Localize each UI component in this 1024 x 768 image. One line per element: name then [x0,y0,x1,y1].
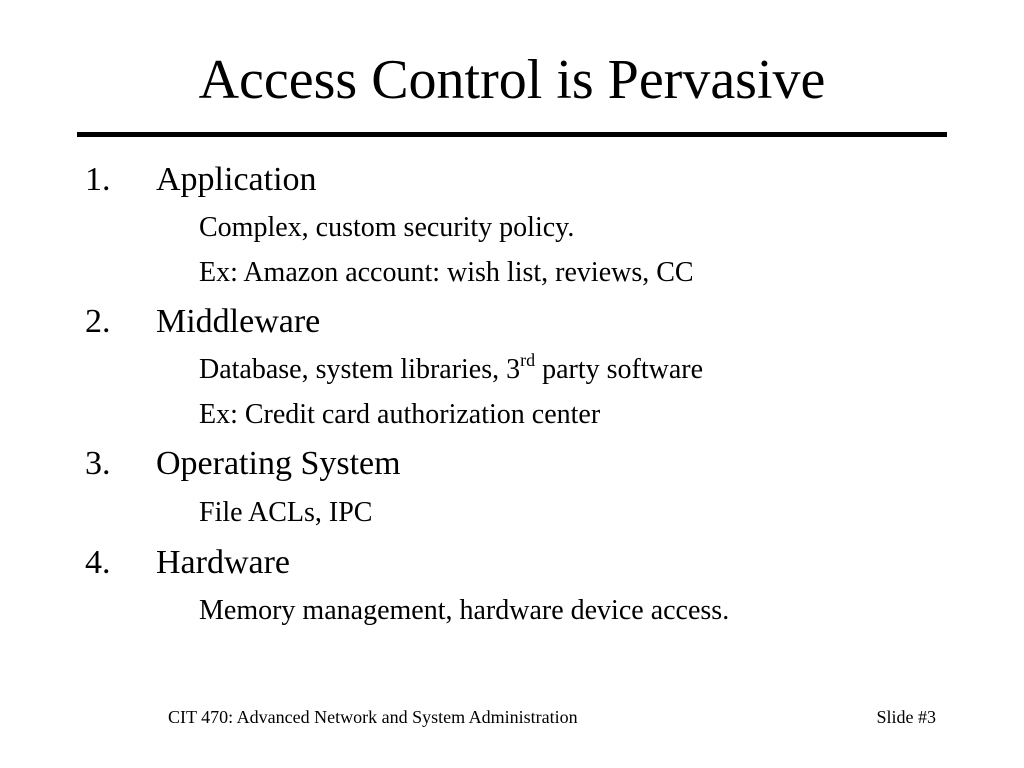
sub-item: File ACLs, IPC [199,497,373,528]
list-item-label: Application [156,161,317,198]
sub-item-text: Database, system libraries, 3 [199,354,521,385]
sub-item: Ex: Amazon account: wish list, reviews, CC [199,257,694,288]
sub-item: Memory management, hardware device access. [199,595,730,626]
sub-item: Ex: Credit card authorization center [199,399,601,430]
title-divider [77,132,947,137]
list-item-label: Hardware [156,544,291,581]
ordinal-superscript: rd [520,349,536,370]
list-item-number: 2. [85,303,111,340]
sub-item [199,349,704,387]
list-item-label: Middleware [156,303,321,340]
list-item-number: 1. [85,161,111,198]
sub-item-text: party software [535,354,704,385]
list-item-number: 3. [85,445,111,482]
footer-slide-number: Slide #3 [876,707,936,727]
sub-item: Complex, custom security policy. [199,212,575,243]
list-item-number: 4. [85,544,111,581]
list-item-label: Operating System [156,445,401,482]
slide-title: Access Control is Pervasive [198,49,826,111]
footer-course: CIT 470: Advanced Network and System Administration [168,707,578,727]
